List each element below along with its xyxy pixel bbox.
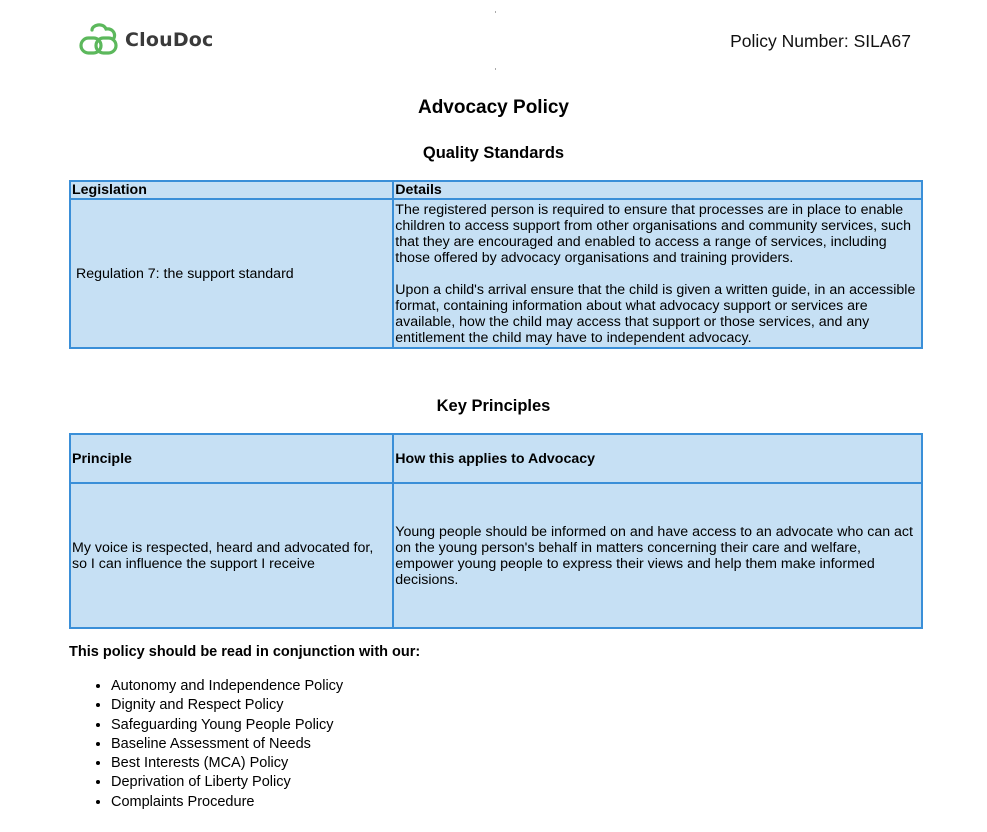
column-header-details: Details	[393, 181, 922, 199]
list-item: • Safeguarding Young People Policy	[111, 716, 343, 735]
key-principles-table	[69, 433, 923, 629]
table-row	[70, 199, 922, 348]
related-policies-list	[69, 677, 343, 812]
legislation-cell: Regulation 7: the support standard	[70, 199, 393, 348]
list-item: • Complaints Procedure	[111, 793, 343, 812]
list-item: • Deprivation of Liberty Policy	[111, 773, 343, 792]
logo	[79, 23, 214, 56]
quality-standards-heading: Quality Standards	[422, 144, 565, 162]
quality-standards-table	[69, 180, 923, 349]
page-marker-top	[495, 11, 496, 13]
table-row	[70, 483, 922, 628]
details-paragraph: The registered person is required to ensure that processes are in place to enable children to access support from other organisations and community services, such that they are encouraged and enabled to access a range of services, including those offered by advocacy organisations and training providers.	[395, 202, 911, 266]
key-principles-heading: Key Principles	[436, 397, 551, 415]
logo-text: ClouDoc	[125, 28, 214, 51]
list-item: • Baseline Assessment of Needs	[111, 735, 343, 754]
page-marker-bottom	[495, 68, 496, 70]
details-cell	[393, 199, 922, 348]
column-header-legislation: Legislation	[70, 181, 393, 199]
table-header-row	[70, 181, 922, 199]
list-item: • Best Interests (MCA) Policy	[111, 754, 343, 773]
policy-number: Policy Number: SILA67	[730, 31, 911, 51]
principle-cell: My voice is respected, heard and advocated for, so I can influence the support I receive	[70, 483, 393, 628]
related-policies-intro: This policy should be read in conjunction with our:	[69, 644, 421, 660]
column-header-application: How this applies to Advocacy	[393, 434, 922, 483]
application-cell: Young people should be informed on and have access to an advocate who can act on the young person's behalf in matters concerning their care and welfare, empower young people to express their views and help them make informed decisions.	[393, 483, 922, 628]
list-item: • Autonomy and Independence Policy	[111, 677, 343, 696]
list-item: • Dignity and Respect Policy	[111, 696, 343, 715]
page-title: Advocacy Policy	[417, 97, 570, 118]
column-header-principle: Principle	[70, 434, 393, 483]
cloud-link-icon	[79, 23, 119, 56]
table-header-row	[70, 434, 922, 483]
details-paragraph: Upon a child's arrival ensure that the child is given a written guide, in an accessible format, containing information about what advocacy support or services are available, how the child may access that support or those services, and any entitlement the child may have to independent advocacy.	[395, 282, 916, 346]
